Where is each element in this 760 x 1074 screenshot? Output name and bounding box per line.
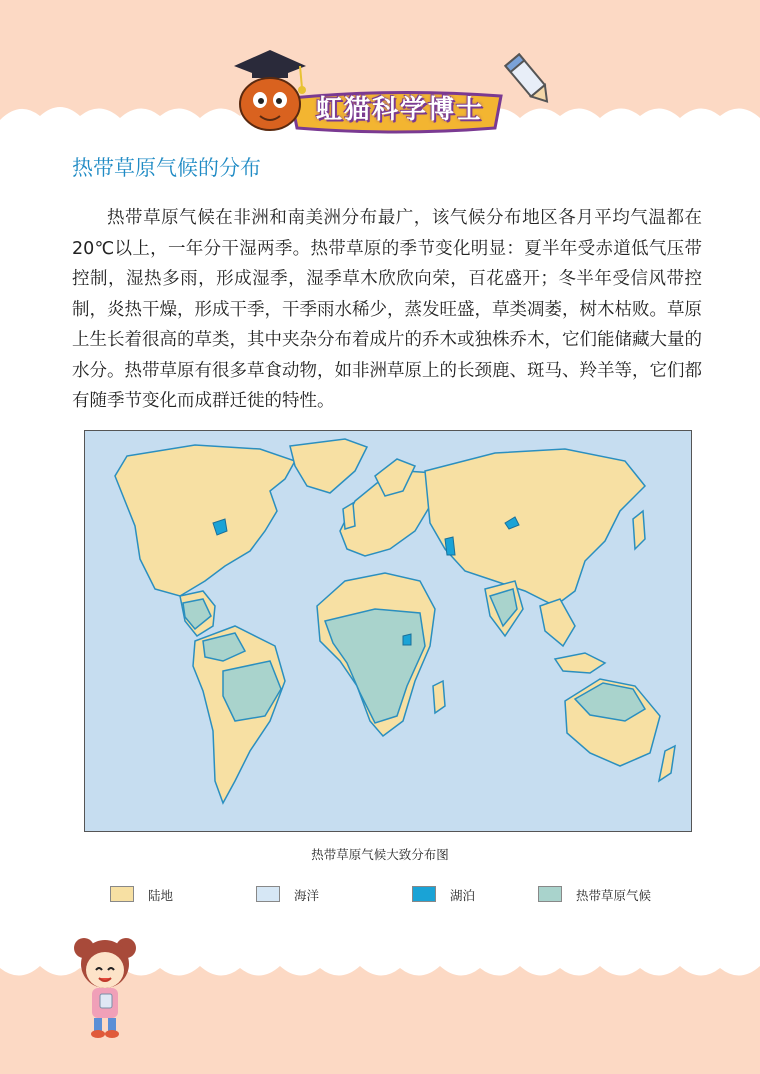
indonesia-landmass: [555, 653, 605, 673]
north-america-landmass: [115, 445, 295, 596]
legend-label-land: 陆地: [148, 888, 174, 903]
africa-savanna: [325, 609, 425, 723]
girl-mascot-icon: [70, 930, 140, 1040]
body-paragraph: 热带草原气候在非洲和南美洲分布最广，该气候分布地区各月平均气温都在 20℃以上，一年分干湿两季。热带草原的季节变化明显：夏半年受赤道低气压带控制，湿热多雨，形成湿季，湿季草木欣欣向荣，百花盛开；冬半年受信风带控制，炎热干燥，形成干季，干季雨水稀少，蒸发旺盛，草类凋萎，树木枯败。草原上生长着很高的草类，其中夹杂分布着成片的乔木或独株乔木，它们能储藏大量的水分。热带草原有很多草食动物，如非洲草原上的长颈鹿、斑马、羚羊等，它们都有随季节变化而成群迁徙的特性。: [72, 208, 702, 411]
section-title: 热带草原气候的分布: [72, 156, 261, 180]
legend-swatch-ocean: [256, 886, 280, 902]
legend-swatch-lake: [412, 886, 436, 902]
logo-title: 虹猫科学博士: [315, 95, 484, 125]
legend-label-savanna: 热带草原气候: [576, 888, 652, 903]
asia-landmass: [425, 449, 645, 606]
madagascar-landmass: [433, 681, 445, 713]
greenland-landmass: [290, 439, 367, 493]
legend-swatch-land: [110, 886, 134, 902]
map-caption: 热带草原气候大致分布图: [311, 847, 449, 862]
cat-mascot-icon: [230, 48, 310, 134]
southeast-asia-landmass: [540, 599, 575, 646]
japan-landmass: [633, 511, 645, 549]
legend-swatch-savanna: [538, 886, 562, 902]
legend-label-ocean: 海洋: [294, 888, 320, 903]
legend-label-lake: 湖泊: [450, 888, 476, 903]
uk-landmass: [343, 503, 355, 529]
world-map: [84, 430, 692, 832]
lake-victoria: [403, 634, 411, 645]
pencil-icon: [500, 50, 558, 110]
new-zealand-landmass: [659, 746, 675, 781]
caspian-sea: [445, 537, 455, 555]
